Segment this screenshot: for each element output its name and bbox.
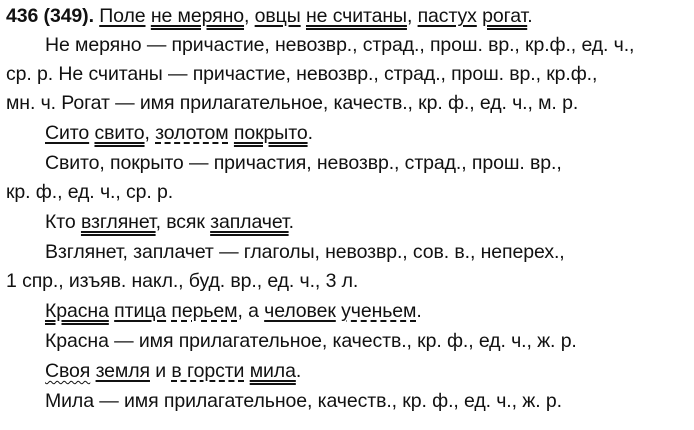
predicate-word: мила bbox=[249, 360, 296, 382]
subject-word: Сито bbox=[45, 122, 90, 144]
subject-word: человек bbox=[264, 300, 336, 322]
plain-word: Кто bbox=[45, 211, 76, 233]
attribute-word: Своя bbox=[45, 360, 91, 382]
sentence-4-line bbox=[45, 299, 422, 323]
analysis-line: ср. р. Не считаны — причастие, невозвр., страд., прош. вр., кр.ф., bbox=[6, 63, 598, 85]
predicate-word: взглянет bbox=[80, 211, 156, 233]
object-word: перьем bbox=[171, 300, 238, 322]
subject-word: птица bbox=[114, 300, 167, 322]
separator: и bbox=[149, 360, 172, 382]
sentence-2-line bbox=[45, 121, 313, 145]
predicate-word: не меряно bbox=[150, 5, 245, 27]
predicate-word: заплачет bbox=[210, 211, 289, 233]
analysis-line: Красна — имя прилагательное, качеств., кр. ф., ед. ч., ж. р. bbox=[45, 330, 577, 352]
predicate-word: свито bbox=[94, 122, 145, 144]
sentence-end: . bbox=[307, 122, 313, 144]
subject-word: земля bbox=[95, 360, 150, 382]
analysis-line: кр. ф., ед. ч., ср. р. bbox=[6, 181, 174, 203]
subject-word: пастух bbox=[417, 5, 477, 27]
analysis-line: 1 спр., изъяв. накл., буд. вр., ед. ч., 3 л. bbox=[6, 270, 359, 292]
predicate-word: покрыто bbox=[233, 122, 308, 144]
subject-word: овцы bbox=[254, 5, 301, 27]
analysis-line: мн. ч. Рогат — имя прилагательное, качеств., кр. ф., ед. ч., м. р. bbox=[6, 92, 579, 114]
sentence-1-line bbox=[6, 4, 533, 28]
separator: , а bbox=[237, 300, 265, 322]
subject-word: Поле bbox=[99, 5, 146, 27]
analysis-line: Не меряно — причастие, невозвр., страд., прош. вр., кр.ф., ед. ч., bbox=[45, 34, 635, 56]
separator: , bbox=[244, 5, 255, 27]
separator: , всяк bbox=[155, 211, 211, 233]
predicate-word: рогат bbox=[482, 5, 528, 27]
sentence-end: . bbox=[288, 211, 294, 233]
predicate-word: Красна bbox=[45, 300, 109, 322]
predicate-word: не считаны bbox=[305, 5, 407, 27]
analysis-line: Взглянет, заплачет — глаголы, невозвр., сов. в., неперех., bbox=[45, 241, 565, 263]
adverbial-phrase: в горсти bbox=[171, 360, 245, 382]
sentence-3-line bbox=[45, 210, 294, 234]
sentence-5-line bbox=[45, 359, 301, 383]
sentence-end: . bbox=[295, 360, 302, 382]
separator: , bbox=[406, 5, 418, 27]
exercise-number: 436 (349). bbox=[6, 5, 94, 27]
analysis-line: Свито, покрыто — причастия, невозвр., страд., прош. вр., bbox=[45, 152, 562, 174]
object-word: золотом bbox=[155, 122, 229, 144]
sentence-end: . bbox=[527, 5, 533, 27]
separator: , bbox=[144, 122, 156, 144]
object-word: ученьем bbox=[341, 300, 417, 322]
analysis-line: Мила — имя прилагательное, качеств., кр. ф., ед. ч., ж. р. bbox=[45, 390, 562, 412]
sentence-end: . bbox=[416, 300, 422, 322]
